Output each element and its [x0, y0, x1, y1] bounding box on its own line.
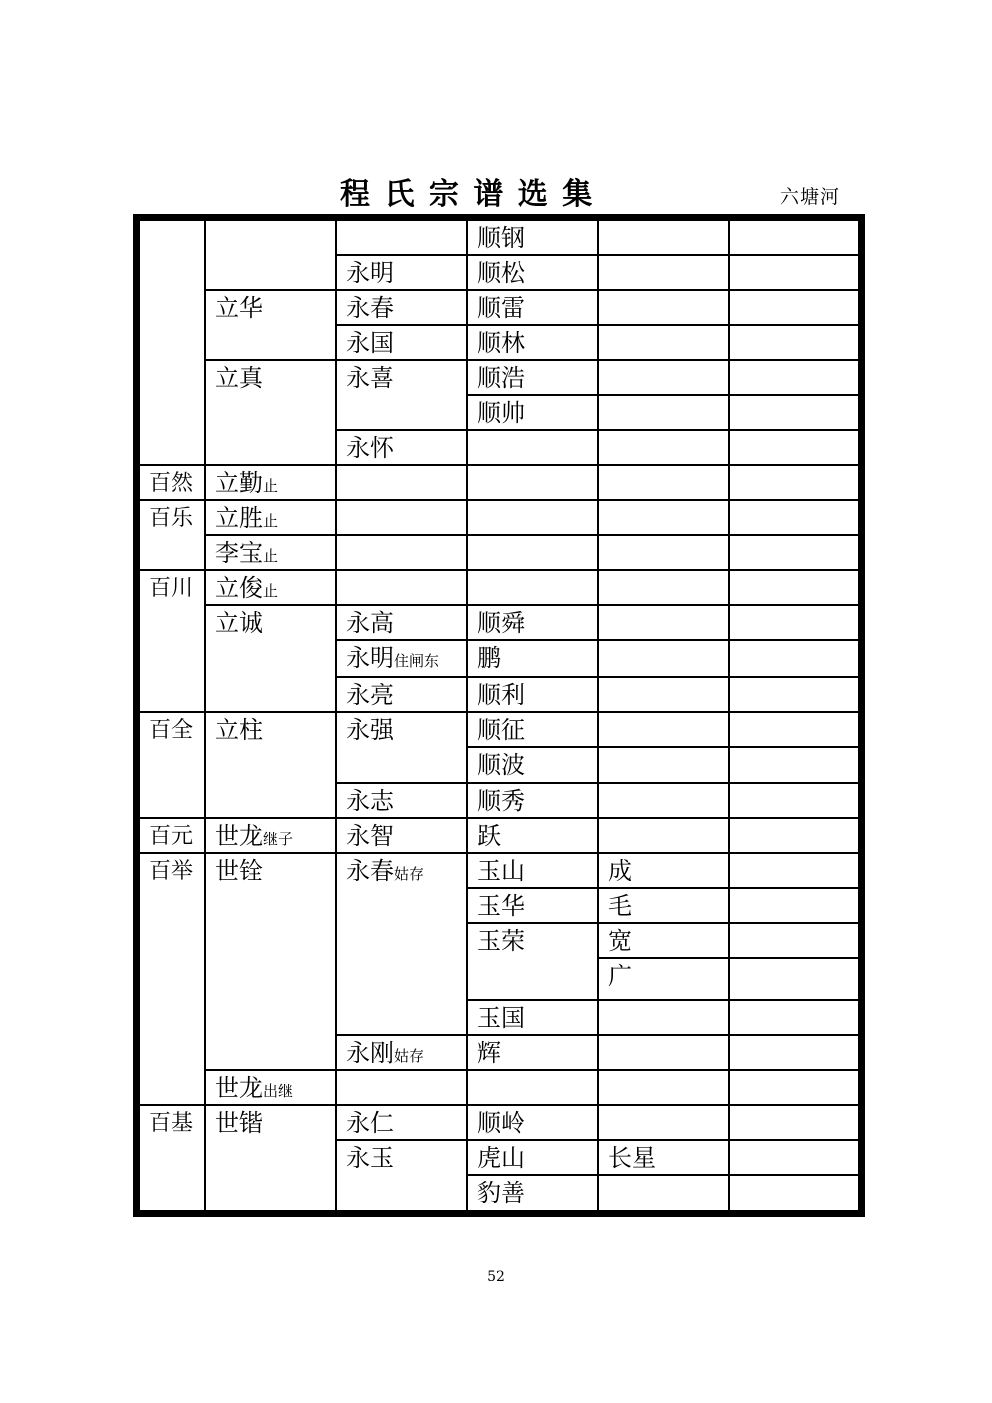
empty-cell [599, 256, 730, 291]
person-name: 百元 [149, 824, 194, 849]
gen4-cell [468, 748, 599, 784]
person-name: 顺岭 [477, 1109, 525, 1137]
gen4-cell [468, 1176, 599, 1210]
person-name: 辉 [477, 1039, 501, 1067]
person-name: 玉荣 [477, 927, 525, 955]
person-name: 成 [608, 857, 632, 885]
gen2-cell [206, 1071, 337, 1106]
person-name: 立柱 [215, 716, 263, 744]
gen4-cell [468, 854, 599, 889]
gen4-cell [468, 221, 599, 256]
gen2-cell [206, 361, 337, 466]
person-name: 跃 [477, 822, 501, 850]
table-row [140, 1071, 858, 1106]
gen4-cell [468, 889, 599, 924]
empty-cell [730, 748, 858, 784]
empty-cell [730, 536, 858, 571]
person-name: 永明 [346, 644, 394, 672]
person-name: 顺浩 [477, 364, 525, 392]
empty-cell [468, 501, 599, 536]
gen2-cell [206, 606, 337, 713]
empty-cell [468, 571, 599, 606]
table-row [140, 713, 858, 748]
person-name: 永春 [346, 294, 394, 322]
gen2-cell [206, 571, 337, 606]
empty-cell [337, 501, 468, 536]
person-name: 立真 [215, 364, 263, 392]
person-name: 顺利 [477, 681, 525, 709]
empty-cell [599, 819, 730, 854]
gen5-cell [599, 924, 730, 959]
empty-cell [140, 221, 206, 466]
person-name: 世龙 [215, 822, 263, 850]
person-note: 姑存 [394, 865, 425, 883]
empty-cell [337, 466, 468, 501]
empty-cell [730, 924, 858, 959]
person-name: 永强 [346, 716, 394, 744]
gen4-cell [468, 784, 599, 819]
person-name: 百川 [149, 576, 194, 601]
person-name: 虎山 [477, 1144, 525, 1172]
empty-cell [730, 713, 858, 748]
person-name: 永国 [346, 329, 394, 357]
empty-cell [730, 256, 858, 291]
person-name: 立勤 [215, 469, 263, 497]
gen4-cell [468, 606, 599, 641]
person-note: 继子 [263, 830, 294, 848]
empty-cell [599, 291, 730, 326]
gen4-cell [468, 291, 599, 326]
person-note: 止 [263, 582, 279, 600]
gen2-cell [206, 713, 337, 819]
empty-cell [730, 854, 858, 889]
gen4-cell [468, 396, 599, 431]
empty-cell [730, 361, 858, 396]
empty-cell [599, 748, 730, 784]
person-name: 立俊 [215, 574, 263, 602]
gen1-cell [140, 501, 206, 571]
empty-cell [599, 784, 730, 819]
gen4-cell [468, 924, 599, 1001]
empty-cell [730, 1071, 858, 1106]
person-name: 永刚 [346, 1039, 394, 1067]
empty-cell [337, 536, 468, 571]
person-name: 长星 [608, 1144, 656, 1172]
gen1-cell [140, 466, 206, 501]
person-name: 顺秀 [477, 787, 525, 815]
person-name: 永仁 [346, 1109, 394, 1137]
person-name: 世锴 [215, 1109, 263, 1137]
person-name: 永春 [346, 857, 394, 885]
empty-cell [599, 1001, 730, 1036]
table-row [140, 571, 858, 606]
person-name: 顺雷 [477, 294, 525, 322]
person-name: 立华 [215, 294, 263, 322]
person-note: 止 [263, 477, 279, 495]
empty-cell [730, 396, 858, 431]
empty-cell [599, 571, 730, 606]
empty-cell [468, 536, 599, 571]
empty-cell [730, 571, 858, 606]
gen3-cell [337, 606, 468, 641]
person-name: 立诚 [215, 609, 263, 637]
empty-cell [730, 221, 858, 256]
empty-cell [599, 713, 730, 748]
empty-cell [730, 641, 858, 678]
empty-cell [730, 326, 858, 361]
gen1-cell [140, 713, 206, 819]
table-row [140, 606, 858, 641]
gen4-cell [468, 361, 599, 396]
person-name: 顺波 [477, 751, 525, 779]
table-row [140, 501, 858, 536]
empty-cell [468, 466, 599, 501]
genealogy-table-frame [133, 214, 865, 1217]
person-note: 出继 [263, 1082, 294, 1100]
gen1-cell [140, 571, 206, 713]
empty-cell [730, 1036, 858, 1071]
person-name: 永怀 [346, 434, 394, 462]
gen5-cell [599, 1141, 730, 1176]
empty-cell [730, 819, 858, 854]
person-name: 顺征 [477, 716, 525, 744]
table-row [140, 536, 858, 571]
gen4-cell [468, 819, 599, 854]
empty-cell [730, 1141, 858, 1176]
person-name: 世龙 [215, 1074, 263, 1102]
gen3-cell [337, 713, 468, 784]
gen5-cell [599, 854, 730, 889]
person-name: 百基 [149, 1111, 194, 1136]
empty-cell [599, 396, 730, 431]
empty-cell [730, 1176, 858, 1210]
person-name: 永高 [346, 609, 394, 637]
person-name: 玉山 [477, 857, 525, 885]
gen3-cell [337, 291, 468, 326]
person-note: 止 [263, 547, 279, 565]
table-row [140, 1106, 858, 1141]
person-name: 广 [608, 962, 632, 990]
person-note: 止 [263, 512, 279, 530]
person-name: 玉国 [477, 1004, 525, 1032]
empty-cell [730, 678, 858, 713]
person-name: 玉华 [477, 892, 525, 920]
empty-cell [599, 221, 730, 256]
empty-cell [599, 431, 730, 466]
empty-cell [337, 1071, 468, 1106]
table-row [140, 466, 858, 501]
empty-cell [730, 501, 858, 536]
gen4-cell [468, 641, 599, 678]
empty-cell [730, 1001, 858, 1036]
gen3-cell [337, 256, 468, 291]
gen4-cell [468, 326, 599, 361]
gen2-cell [206, 501, 337, 536]
gen3-cell [337, 326, 468, 361]
empty-cell [599, 536, 730, 571]
gen3-cell [337, 678, 468, 713]
empty-cell [599, 1036, 730, 1071]
person-name: 鹏 [477, 644, 501, 672]
gen3-cell [337, 854, 468, 1036]
gen4-cell [468, 713, 599, 748]
empty-cell [599, 1176, 730, 1210]
gen3-cell [337, 1106, 468, 1141]
empty-cell [730, 889, 858, 924]
gen3-cell [337, 431, 468, 466]
person-name: 顺钢 [477, 224, 525, 252]
branch-name: 六塘河 [780, 186, 841, 208]
gen1-cell [140, 854, 206, 1106]
empty-cell [599, 501, 730, 536]
gen3-cell [337, 1141, 468, 1210]
person-name: 豹善 [477, 1179, 525, 1207]
person-name: 永明 [346, 259, 394, 287]
empty-cell [730, 784, 858, 819]
genealogy-table [140, 221, 858, 1210]
empty-cell [730, 606, 858, 641]
gen3-cell [337, 361, 468, 431]
gen4-cell [468, 678, 599, 713]
empty-cell [206, 221, 337, 291]
person-name: 百全 [149, 718, 194, 743]
empty-cell [599, 641, 730, 678]
gen2-cell [206, 1106, 337, 1210]
person-name: 顺帅 [477, 399, 525, 427]
gen4-cell [468, 1106, 599, 1141]
empty-cell [599, 678, 730, 713]
person-name: 百乐 [149, 506, 194, 531]
person-name: 顺松 [477, 259, 525, 287]
person-name: 百然 [149, 471, 194, 496]
empty-cell [337, 221, 468, 256]
gen5-cell [599, 959, 730, 1001]
gen2-cell [206, 536, 337, 571]
gen2-cell [206, 854, 337, 1071]
gen5-cell [599, 889, 730, 924]
table-row [140, 819, 858, 854]
gen4-cell [468, 1141, 599, 1176]
page-number: 52 [487, 1269, 505, 1285]
person-name: 李宝 [215, 539, 263, 567]
person-name: 顺舜 [477, 609, 525, 637]
gen3-cell [337, 641, 468, 678]
table-row [140, 854, 858, 889]
empty-cell [468, 1071, 599, 1106]
person-name: 百举 [149, 859, 194, 884]
person-name: 顺林 [477, 329, 525, 357]
person-name: 永喜 [346, 364, 394, 392]
table-row [140, 291, 858, 326]
table-row [140, 361, 858, 396]
gen4-cell [468, 1036, 599, 1071]
gen2-cell [206, 819, 337, 854]
person-note: 住闸东 [394, 652, 440, 670]
gen3-cell [337, 819, 468, 854]
person-name: 宽 [608, 927, 632, 955]
empty-cell [730, 431, 858, 466]
empty-cell [468, 431, 599, 466]
empty-cell [730, 291, 858, 326]
empty-cell [730, 466, 858, 501]
person-name: 永亮 [346, 681, 394, 709]
gen2-cell [206, 466, 337, 501]
gen2-cell [206, 291, 337, 361]
person-name: 世铨 [215, 857, 263, 885]
person-name: 毛 [608, 892, 632, 920]
empty-cell [337, 571, 468, 606]
table-row [140, 221, 858, 256]
empty-cell [599, 361, 730, 396]
empty-cell [599, 466, 730, 501]
person-name: 永智 [346, 822, 394, 850]
empty-cell [599, 1071, 730, 1106]
person-name: 永志 [346, 787, 394, 815]
gen1-cell [140, 819, 206, 854]
gen4-cell [468, 256, 599, 291]
gen4-cell [468, 1001, 599, 1036]
empty-cell [730, 1106, 858, 1141]
empty-cell [599, 606, 730, 641]
gen1-cell [140, 1106, 206, 1210]
empty-cell [599, 326, 730, 361]
empty-cell [730, 959, 858, 1001]
page-title: 程 氏 宗 谱 选 集 [340, 177, 595, 212]
person-note: 姑存 [394, 1047, 425, 1065]
person-name: 永玉 [346, 1144, 394, 1172]
empty-cell [599, 1106, 730, 1141]
gen3-cell [337, 784, 468, 819]
person-name: 立胜 [215, 504, 263, 532]
gen3-cell [337, 1036, 468, 1071]
